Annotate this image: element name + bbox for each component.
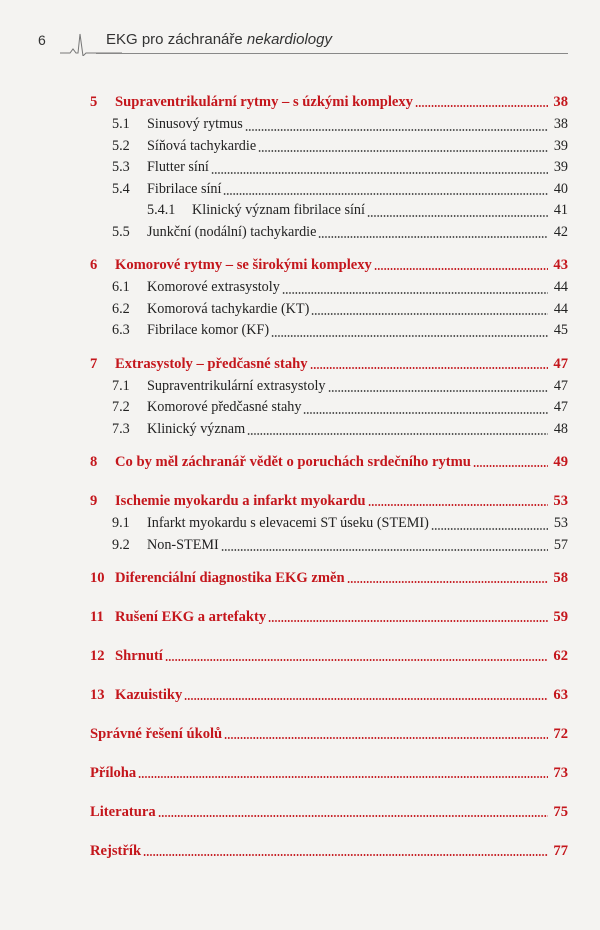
spacer [90,472,568,491]
header-rule [96,53,568,54]
dot-leader [367,215,548,217]
chapter-page: 58 [553,570,568,586]
dot-leader [143,854,548,856]
section-page: 45 [553,322,568,338]
spacer [90,666,568,685]
section-number: 6.2 [112,300,130,317]
spacer [90,783,568,802]
dot-leader [211,172,548,174]
toc-section[interactable] [90,376,568,398]
toc-chapter[interactable] [90,763,568,783]
chapter-number: 5 [90,94,98,110]
section-number: 9.2 [112,536,130,553]
toc-section[interactable] [90,535,568,557]
chapter-page: 43 [553,257,568,273]
section-title: Flutter síní [147,159,209,175]
section-title: Junkční (nodální) tachykardie [147,223,317,240]
dot-leader [258,150,548,152]
section-number: 5.5 [112,223,130,240]
chapter-title: Supraventrikulární rytmy – s úzkými komplexy [115,94,413,110]
section-title: Supraventrikulární extrasystoly [147,377,326,394]
chapter-page: 77 [553,843,568,859]
dot-leader [271,335,548,337]
spacer [90,440,568,452]
chapter-page: 62 [553,648,568,664]
section-title: Klinický význam fibrilace síní [192,202,365,218]
section-title: Komorové předčasné stahy [147,399,302,415]
dot-leader [374,268,548,270]
chapter-title: Diferenciální diagnostika EKG změn [115,570,345,586]
dot-leader [347,581,548,583]
toc-section[interactable] [90,277,568,299]
section-number: 5.2 [112,137,130,154]
page-number: 6 [38,32,46,48]
toc-section[interactable] [90,222,568,244]
chapter-title: Ischemie myokardu a infarkt myokardu [115,493,366,509]
section-page: 40 [553,180,568,197]
chapter-title: Komorové rytmy – se širokými komplexy [115,257,372,273]
chapter-title: Kazuistiky [115,687,183,703]
section-number: 5.4.1 [147,202,176,218]
section-page: 38 [553,116,568,132]
chapter-title: Shrnutí [115,648,163,664]
section-number: 6.1 [112,279,130,295]
section-page: 57 [553,536,568,553]
dot-leader [318,236,548,238]
section-page: 39 [553,137,568,154]
chapter-page: 38 [553,94,568,110]
dot-leader [184,698,548,700]
dot-leader [165,659,548,661]
toc-subsection[interactable] [90,200,568,222]
dot-leader [158,815,548,817]
book-title-italic: nekardiology [246,31,332,48]
dot-leader [268,620,548,622]
section-title: Síňová tachykardie [147,137,257,154]
chapter-number: 13 [90,687,105,703]
spacer [90,588,568,607]
dot-leader [223,193,548,195]
section-title: Komorové extrasystoly [147,279,280,295]
spacer [90,627,568,646]
spacer [90,556,568,568]
chapter-page: 73 [553,765,568,781]
toc-chapter[interactable] [90,841,568,861]
book-title-plain: EKG pro záchranáře [106,31,247,48]
section-page: 47 [553,399,568,415]
chapter-number: 11 [90,609,104,625]
section-page: 41 [553,202,568,218]
section-title: Infarkt myokardu s elevacemi ST úseku (STEMI) [147,515,429,531]
toc-section[interactable] [90,136,568,158]
chapter-page: 49 [553,454,568,470]
section-number: 7.3 [112,420,130,437]
section-number: 5.4 [112,180,130,197]
chapter-title: Správné řešení úkolů [90,726,223,742]
section-page: 42 [553,223,568,240]
chapter-title: Co by měl záchranář vědět o poruchách srdečního rytmu [115,454,471,470]
section-number: 5.1 [112,116,130,132]
dot-leader [368,504,548,506]
dot-leader [431,528,548,530]
toc-chapter[interactable] [90,607,568,627]
toc-chapter[interactable] [90,568,568,588]
chapter-title: Příloha [90,765,137,781]
dot-leader [247,433,548,435]
chapter-number: 10 [90,570,105,586]
dot-leader [328,390,549,392]
spacer [90,744,568,763]
chapter-title: Rejstřík [90,843,142,859]
chapter-page: 63 [553,687,568,703]
section-page: 44 [553,300,568,317]
dot-leader [245,129,548,131]
chapter-number: 8 [90,454,98,470]
dot-leader [311,313,548,315]
chapter-number: 6 [90,257,98,273]
chapter-number: 7 [90,355,98,372]
section-page: 39 [553,159,568,175]
toc-chapter[interactable] [90,802,568,822]
toc-section[interactable] [90,419,568,441]
toc-chapter[interactable] [90,452,568,472]
dot-leader [473,465,548,467]
toc-chapter[interactable] [90,92,568,112]
toc-chapter[interactable] [90,491,568,511]
dot-leader [221,549,548,551]
toc-section[interactable] [90,513,568,535]
section-number: 7.2 [112,399,130,415]
section-number: 5.3 [112,159,130,175]
table-of-contents [90,92,568,861]
toc-chapter[interactable] [90,724,568,744]
section-number: 6.3 [112,322,130,338]
section-title: Klinický význam [147,420,246,437]
chapter-title: Rušení EKG a artefakty [115,609,267,625]
chapter-page: 72 [553,726,568,742]
chapter-number: 9 [90,493,98,509]
toc-chapter[interactable] [90,685,568,705]
page-header [38,30,568,56]
chapter-title: Extrasystoly – předčasné stahy [115,355,308,372]
chapter-page: 47 [553,355,568,372]
section-page: 44 [553,279,568,295]
section-page: 48 [553,420,568,437]
section-number: 7.1 [112,377,130,394]
chapter-page: 59 [553,609,568,625]
spacer [90,243,568,255]
spacer [90,822,568,841]
dot-leader [282,292,548,294]
toc-chapter[interactable] [90,646,568,666]
toc-section[interactable] [90,397,568,419]
dot-leader [310,367,548,369]
toc-section[interactable] [90,299,568,321]
section-page: 53 [553,515,568,531]
toc-chapter[interactable] [90,255,568,275]
toc-chapter[interactable] [90,354,568,374]
book-title [106,31,332,48]
section-title: Sinusový rytmus [147,116,243,132]
toc-section[interactable] [90,157,568,179]
section-number: 9.1 [112,515,130,531]
toc-section[interactable] [90,320,568,342]
section-title: Non-STEMI [147,536,219,553]
toc-section[interactable] [90,114,568,136]
chapter-page: 75 [553,804,568,820]
dot-leader [224,737,548,739]
chapter-title: Literatura [90,804,156,820]
section-title: Fibrilace síní [147,180,222,197]
dot-leader [303,412,548,414]
chapter-number: 12 [90,648,105,664]
section-page: 47 [553,377,568,394]
section-title: Fibrilace komor (KF) [147,322,270,338]
spacer [90,705,568,724]
dot-leader [138,776,548,778]
chapter-page: 53 [553,493,568,509]
section-title: Komorová tachykardie (KT) [147,300,310,317]
dot-leader [415,105,548,107]
spacer [90,342,568,354]
toc-section[interactable] [90,179,568,201]
